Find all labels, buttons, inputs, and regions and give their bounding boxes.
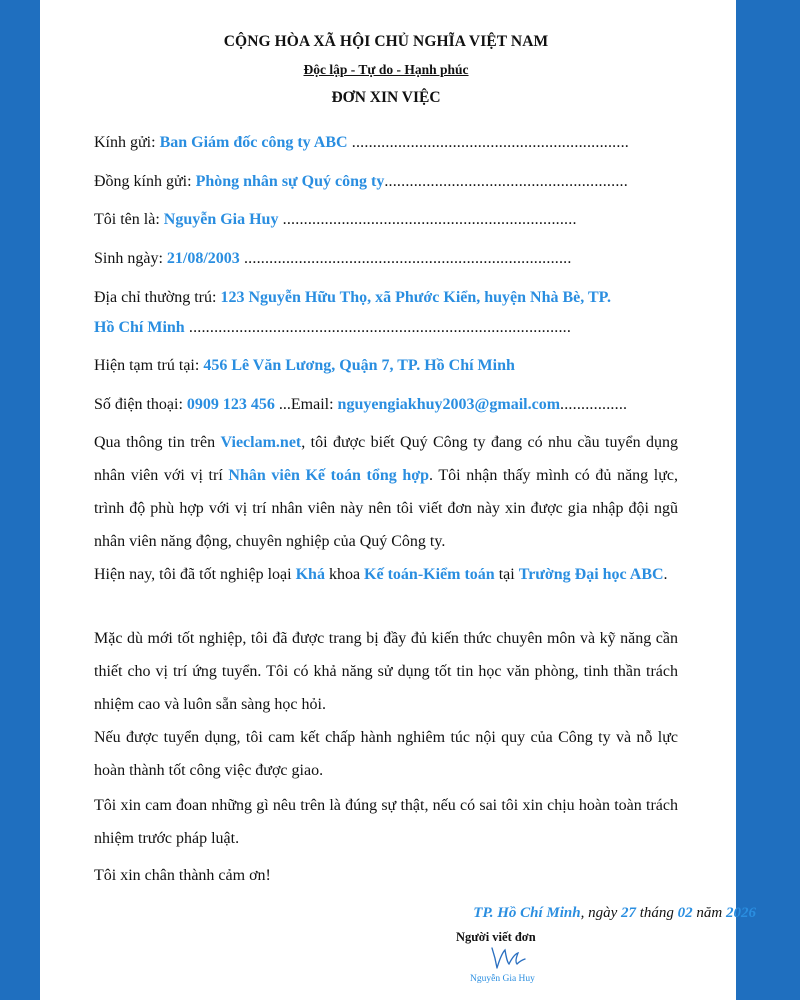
name-label: Tôi tên là:: [94, 211, 164, 228]
temp-label: Hiện tạm trú tại:: [94, 357, 204, 374]
p1-position: Nhân viên Kế toán tổng hợp: [228, 467, 430, 484]
nation-heading: CỘNG HÒA XÃ HỘI CHỦ NGHĨA VIỆT NAM: [223, 33, 549, 50]
field-to: [94, 134, 678, 152]
phone-label: Số điện thoại:: [94, 396, 187, 413]
sign-day-label: , ngày: [580, 905, 621, 921]
address-dots: ...........................................................................................: [184, 319, 572, 336]
paragraph-thanks: Tôi xin chân thành cảm ơn!: [94, 867, 271, 884]
field-name: [94, 211, 678, 229]
dob-value: 21/08/2003: [166, 250, 240, 267]
field-address-cont: [94, 319, 678, 337]
p2-text-d: .: [663, 566, 668, 583]
paragraph-intro: [94, 426, 678, 558]
sign-year-label: năm: [692, 905, 726, 921]
name-value: Nguyễn Gia Huy: [163, 211, 279, 228]
field-cc: [94, 173, 678, 191]
to-label: Kính gửi:: [94, 134, 160, 151]
email-label: ...Email:: [274, 396, 338, 413]
phone-value: 0909 123 456: [186, 396, 275, 413]
field-contact: [94, 396, 678, 414]
p2-faculty: Kế toán-Kiểm toán: [364, 566, 495, 583]
paragraph-skills: Mặc dù mới tốt nghiệp, tôi đã được trang bị đầy đủ kiến thức chuyên môn và kỹ năng cần thiết cho vị trí ứng tuyển. Tôi có khả năng sử dụng tốt tin học văn phòng, tinh thần trách nhiệm cao và luôn sẵn sàng học hỏi.: [94, 630, 678, 713]
sign-month-label: tháng: [635, 905, 678, 921]
address-value-line2: Hồ Chí Minh: [94, 319, 185, 336]
dob-label: Sinh ngày:: [94, 250, 167, 267]
dob-dots: ..............................................................................: [239, 250, 572, 267]
p2-grade: Khá: [295, 566, 325, 583]
field-temp-address: [94, 357, 678, 375]
sign-year: 2026: [726, 905, 756, 921]
p2-text-b: khoa: [324, 566, 365, 583]
p1-text-b: , tôi được biết Quý Công ty đang có nhu cầu tuyển dụng nhân viên với vị trí: [94, 434, 678, 484]
to-dots: ..................................................................: [347, 134, 629, 151]
document-page: [40, 0, 736, 1000]
p1-text-c: . Tôi nhận thấy mình có đủ năng lực, trình độ phù hợp với vị trí nhân viên này nên tôi viết đơn này xin được gia nhập đội ngũ nhân viên năng động, chuyên nghiệp của Quý Công ty.: [94, 467, 679, 550]
address-label: Địa chỉ thường trú:: [94, 289, 221, 306]
sign-month: 02: [677, 905, 693, 921]
sign-day: 27: [620, 905, 636, 921]
signature-date-line: [473, 905, 756, 922]
cc-label: Đồng kính gửi:: [94, 173, 196, 190]
handwritten-signature: [488, 944, 528, 970]
document-title: ĐƠN XIN VIỆC: [331, 89, 441, 106]
p2-text-a: Hiện nay, tôi đã tốt nghiệp loại: [94, 566, 296, 583]
p1-site: Vieclam.net: [220, 434, 302, 451]
temp-value: 456 Lê Văn Lương, Quận 7, TP. Hồ Chí Minh: [203, 357, 515, 374]
cc-dots: ..........................................................: [384, 173, 628, 190]
name-dots: ......................................................................: [278, 211, 577, 228]
signer-name: Nguyễn Gia Huy: [470, 974, 535, 984]
paragraph-declaration: Tôi xin cam đoan những gì nêu trên là đúng sự thật, nếu có sai tôi xin chịu hoàn toàn trách nhiệm trước pháp luật.: [94, 797, 678, 847]
field-address: [94, 289, 678, 307]
paragraph-commitment: Nếu được tuyển dụng, tôi cam kết chấp hành nghiêm túc nội quy của Công ty và nỗ lực hoàn thành tốt công việc được giao.: [94, 729, 678, 779]
p2-text-c: tại: [494, 566, 519, 583]
p2-school: Trường Đại học ABC: [518, 566, 664, 583]
email-dots: ................: [560, 396, 628, 413]
paragraph-education: [94, 558, 678, 591]
to-value: Ban Giám đốc công ty ABC: [159, 134, 348, 151]
signer-role: Người viết đơn: [456, 930, 536, 944]
field-dob: [94, 250, 678, 268]
email-value: nguyengiakhuy2003@gmail.com: [337, 396, 561, 413]
p1-text-a: Qua thông tin trên: [94, 434, 221, 451]
sign-city: TP. Hồ Chí Minh: [473, 905, 581, 921]
motto: Độc lập - Tự do - Hạnh phúc: [303, 62, 469, 77]
address-value-line1: 123 Nguyễn Hữu Thọ, xã Phước Kiển, huyện Nhà Bè, TP.: [220, 289, 611, 306]
cc-value: Phòng nhân sự Quý công ty: [195, 173, 385, 190]
